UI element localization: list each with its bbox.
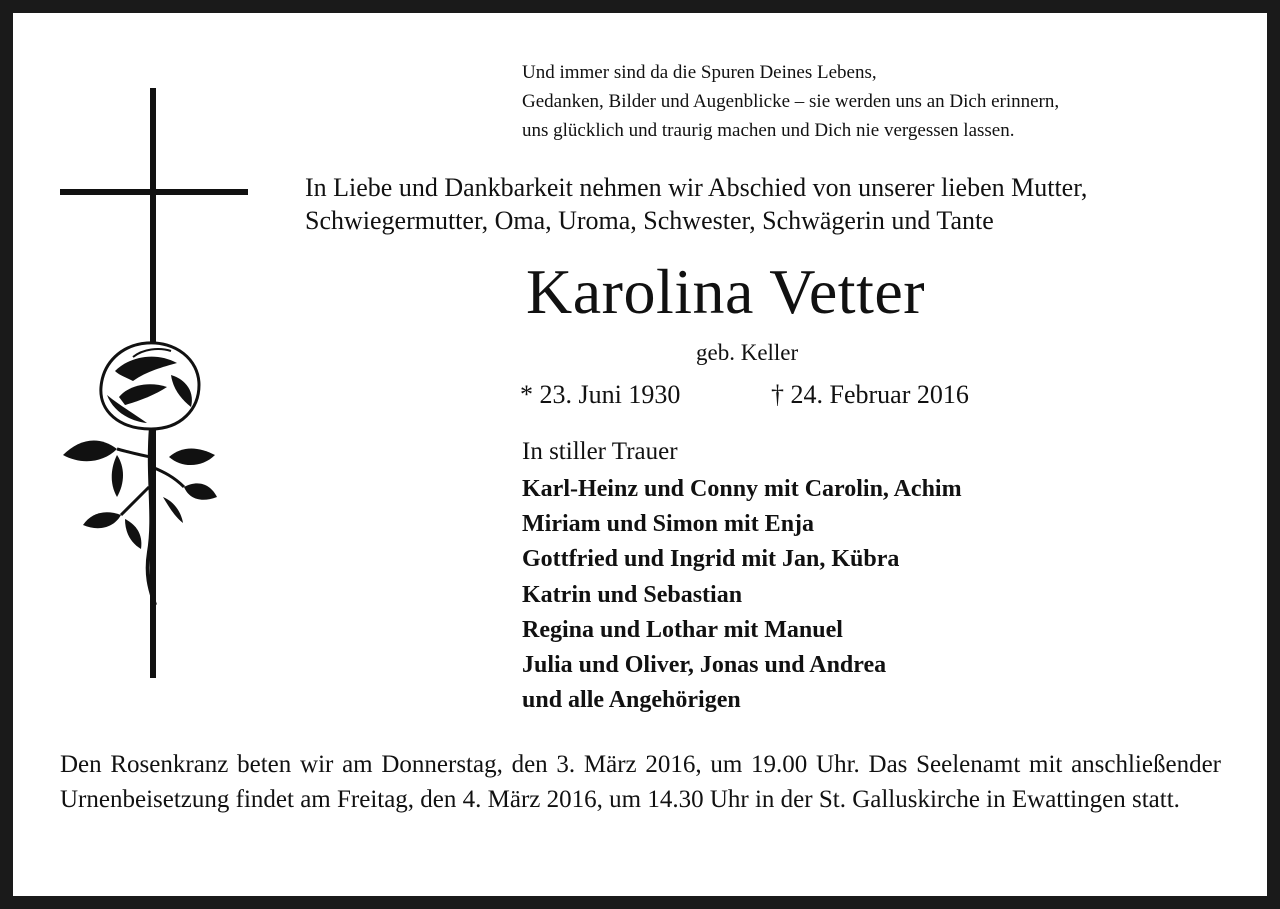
mourners-heading: In stiller Trauer: [522, 438, 678, 465]
poem-line: Gedanken, Bilder und Augenblicke – sie werden uns an Dich erinnern,: [522, 91, 1060, 112]
intro-line: In Liebe und Dankbarkeit nehmen wir Abschied von unserer lieben Mutter,: [305, 173, 1088, 202]
cross-horizontal-bar: [60, 189, 248, 195]
mourners-list: [522, 472, 962, 718]
deceased-name: Karolina Vetter: [526, 256, 926, 327]
memorial-poem: [522, 58, 1059, 145]
mourner-entry: und alle Angehörigen: [522, 687, 741, 714]
farewell-intro: [305, 171, 1087, 237]
mourner-entry: Karl-Heinz und Conny mit Carolin, Achim: [522, 476, 962, 502]
mourner-entry: Julia und Oliver, Jonas und Andrea: [522, 652, 887, 679]
intro-line: Schwiegermutter, Oma, Uroma, Schwester, Schwägerin und Tante: [305, 206, 994, 235]
poem-line: uns glücklich und traurig machen und Dich nie vergessen lassen.: [522, 120, 1015, 141]
death-date: † 24. Februar 2016: [771, 380, 969, 409]
obituary-notice: [13, 13, 1267, 896]
poem-line: Und immer sind da die Spuren Deines Lebens,: [522, 62, 877, 83]
service-details: Den Rosenkranz beten wir am Donnerstag, den 3. März 2016, um 19.00 Uhr. Das Seelenamt mit anschließender Urnenbeisetzung findet am Freitag, den 4. März 2016, um 14.30 Uhr in der St. Galluskirche in Ewattingen statt.: [60, 751, 1221, 813]
mourner-entry: Katrin und Sebastian: [522, 581, 743, 608]
rose-icon: [59, 337, 219, 607]
mourner-entry: Regina und Lothar mit Manuel: [522, 616, 843, 643]
birth-name: geb. Keller: [696, 340, 799, 365]
birth-date: * 23. Juni 1930: [520, 380, 681, 409]
mourner-entry: Miriam und Simon mit Enja: [522, 511, 815, 538]
mourner-entry: Gottfried und Ingrid mit Jan, Kübra: [522, 546, 900, 573]
